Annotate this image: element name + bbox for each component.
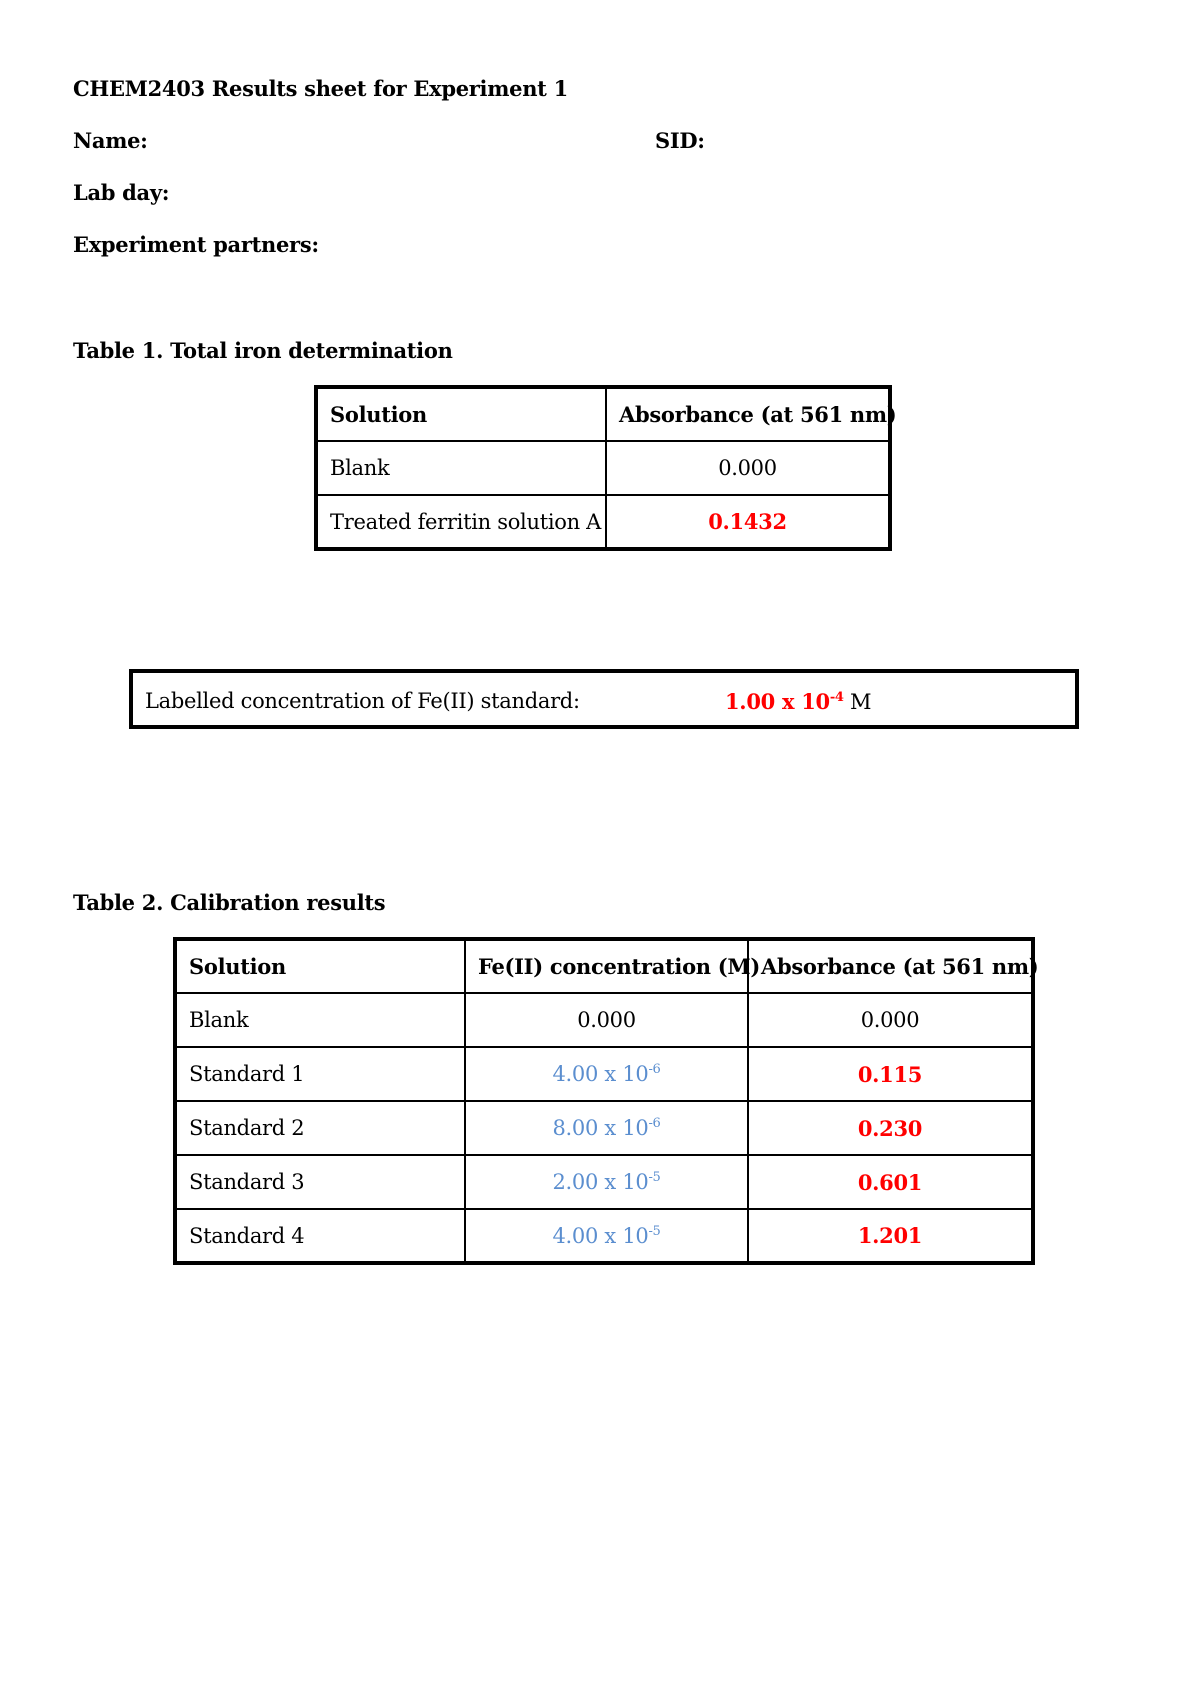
concentration-mantissa: 4.00 x 10 [552, 1223, 649, 1248]
solution-cell: Standard 1 [175, 1047, 465, 1101]
experiment-partners-label: Experiment partners: [73, 232, 319, 257]
absorbance-cell: 0.000 [748, 993, 1033, 1047]
table-header-row [316, 387, 890, 441]
standard-concentration-value [725, 689, 871, 714]
concentration-mantissa: 2.00 x 10 [552, 1170, 649, 1194]
concentration-cell [465, 1047, 748, 1101]
standard-exponent: -4 [829, 690, 844, 705]
standard-concentration-box [129, 669, 1079, 729]
absorbance-cell: 0.000 [606, 441, 890, 495]
header-cell: Solution [175, 939, 465, 993]
header-cell: Fe(II) concentration (M) [465, 939, 748, 993]
concentration-cell [465, 1101, 748, 1155]
header-cell: Solution [316, 387, 606, 441]
absorbance-cell: 1.201 [748, 1209, 1033, 1263]
absorbance-cell: 0.1432 [606, 495, 890, 549]
solution-cell: Standard 2 [175, 1101, 465, 1155]
table-row [316, 441, 890, 495]
concentration-mantissa: 8.00 x 10 [552, 1116, 649, 1140]
document-title: CHEM2403 Results sheet for Experiment 1 [73, 76, 568, 101]
concentration-exponent: -6 [648, 1116, 661, 1131]
concentration-exponent: -5 [648, 1170, 661, 1185]
solution-cell: Treated ferritin solution A [316, 495, 606, 549]
table-row [175, 1047, 1033, 1101]
solution-cell: Standard 4 [175, 1209, 465, 1263]
solution-cell: Blank [175, 993, 465, 1047]
absorbance-cell: 0.230 [748, 1101, 1033, 1155]
standard-unit: M [850, 690, 872, 714]
concentration-exponent: -6 [648, 1062, 661, 1077]
sid-label: SID: [655, 128, 705, 153]
table-row [316, 495, 890, 549]
concentration-exponent: -5 [648, 1223, 661, 1239]
table-row [175, 1101, 1033, 1155]
name-label: Name: [73, 128, 148, 153]
header-cell: Absorbance (at 561 nm) [748, 939, 1033, 993]
table1-caption: Table 1. Total iron determination [73, 338, 453, 363]
lab-day-label: Lab day: [73, 180, 170, 205]
concentration-cell: 0.000 [465, 993, 748, 1047]
total-iron-table [314, 385, 897, 551]
concentration-cell [465, 1209, 748, 1263]
calibration-table [173, 937, 1039, 1265]
header-cell: Absorbance (at 561 nm) [606, 387, 890, 441]
solution-cell: Standard 3 [175, 1155, 465, 1209]
table-row [175, 1209, 1033, 1263]
concentration-mantissa: 4.00 x 10 [552, 1062, 649, 1086]
table2-caption: Table 2. Calibration results [73, 890, 386, 915]
absorbance-cell: 0.115 [748, 1047, 1033, 1101]
concentration-cell [465, 1155, 748, 1209]
table-row [175, 993, 1033, 1047]
absorbance-cell: 0.601 [748, 1155, 1033, 1209]
solution-cell: Blank [316, 441, 606, 495]
table-row [175, 1155, 1033, 1209]
table-header-row [175, 939, 1033, 993]
standard-mantissa: 1.00 x 10 [725, 689, 830, 714]
standard-concentration-label: Labelled concentration of Fe(II) standard: [145, 689, 580, 713]
